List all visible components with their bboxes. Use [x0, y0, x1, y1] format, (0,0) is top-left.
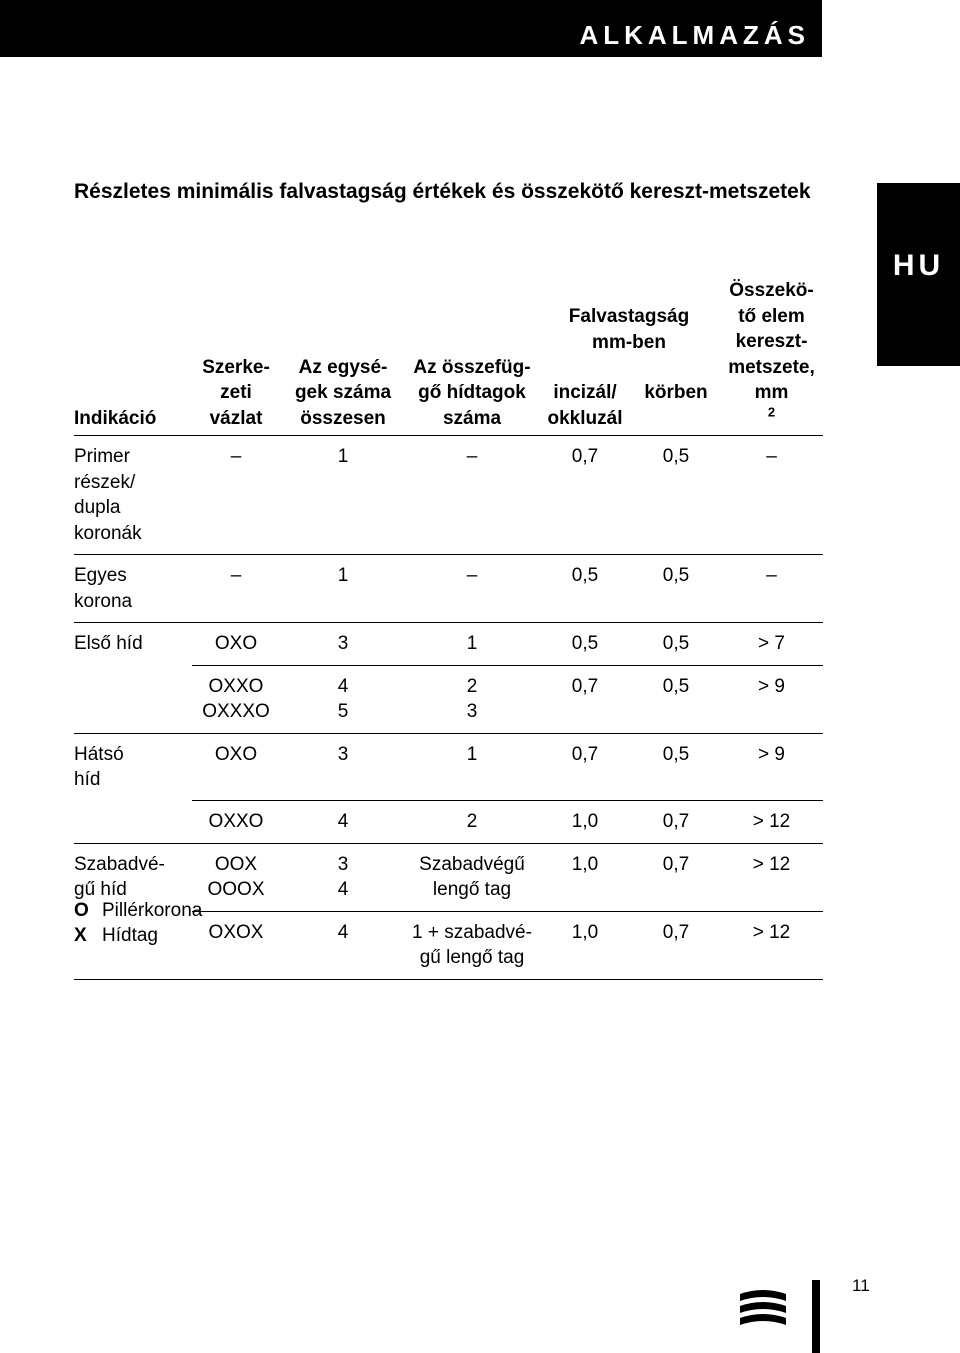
cell-pontics: 1 — [406, 733, 538, 801]
cell-sketch: OXXO — [192, 801, 280, 844]
cell-connector: > 9 — [720, 733, 823, 801]
cell-units: 4 — [280, 801, 406, 844]
legend-item — [74, 898, 202, 923]
header-wall-thickness — [538, 278, 720, 436]
cell-pontics: 1 — [406, 623, 538, 666]
cell-sketch: OXO — [192, 623, 280, 666]
cell-sketch: OOX OOOX — [192, 843, 280, 911]
header-indication: Indikáció — [74, 278, 192, 436]
cell-indication — [74, 665, 192, 733]
cell-circular: 0,5 — [632, 555, 720, 623]
header-circular: körben — [644, 382, 708, 403]
legend-label: Hídtag — [102, 925, 158, 946]
header-sketch: Szerke-zeti vázlat — [192, 278, 280, 436]
table-header-row — [74, 278, 823, 436]
cell-connector: > 12 — [720, 801, 823, 844]
table-row — [74, 555, 823, 623]
cell-units: 3 4 — [280, 843, 406, 911]
table-row — [74, 801, 823, 844]
header-incisal: incizál/ okkluzál — [547, 382, 623, 429]
cell-circular: 0,5 — [632, 623, 720, 666]
cell-units: 4 — [280, 911, 406, 979]
header-wall-group: Falvastagság mm-ben — [568, 306, 690, 353]
legend — [74, 898, 202, 948]
cell-sketch: – — [192, 555, 280, 623]
header-pontics: Az összefüg-gő hídtagok száma — [406, 278, 538, 436]
language-tab — [877, 183, 960, 366]
cell-incisal: 1,0 — [538, 801, 632, 844]
cell-connector: – — [720, 436, 823, 555]
cell-circular: 0,5 — [632, 436, 720, 555]
cell-connector: > 12 — [720, 911, 823, 979]
cell-indication: Szabadvé-gű híd — [74, 853, 165, 900]
cell-connector: > 12 — [720, 843, 823, 911]
cell-incisal: 0,5 — [538, 623, 632, 666]
cell-indication: Hátsó híd — [74, 743, 124, 790]
cell-circular: 0,5 — [632, 733, 720, 801]
legend-key: O — [74, 900, 89, 921]
footer-divider — [812, 1280, 820, 1353]
table-row — [74, 665, 823, 733]
cell-units: 4 5 — [280, 665, 406, 733]
language-tab-label: HU — [892, 249, 945, 282]
cell-incisal: 0,7 — [538, 733, 632, 801]
cell-connector: > 7 — [720, 623, 823, 666]
cell-incisal: 1,0 — [538, 843, 632, 911]
cell-pontics: – — [406, 436, 538, 555]
wall-thickness-table — [74, 278, 823, 980]
cell-incisal: 1,0 — [538, 911, 632, 979]
header-title: ALKALMAZÁS — [579, 20, 810, 50]
cell-sketch: – — [192, 436, 280, 555]
legend-label: Pillérkorona — [102, 900, 203, 921]
cell-incisal: 0,7 — [538, 436, 632, 555]
header-units: Az egysé-gek száma összesen — [280, 278, 406, 436]
cell-circular: 0,7 — [632, 801, 720, 844]
cell-connector: > 9 — [720, 665, 823, 733]
cell-indication — [74, 801, 192, 844]
cell-pontics: 1 + szabadvé-gű lengő tag — [406, 911, 538, 979]
cell-incisal: 0,7 — [538, 665, 632, 733]
cell-sketch: OXO — [192, 733, 280, 801]
cell-connector: – — [720, 555, 823, 623]
header-connector-sup: 2 — [767, 404, 776, 420]
cell-sketch: OXXO OXXXO — [192, 665, 280, 733]
table-row — [74, 733, 823, 801]
legend-item — [74, 923, 202, 948]
cell-pontics: 2 3 — [406, 665, 538, 733]
cell-indication: Első híd — [74, 633, 143, 654]
cell-pontics: – — [406, 555, 538, 623]
header-bar — [0, 0, 822, 57]
cell-pontics: 2 — [406, 801, 538, 844]
cell-circular: 0,7 — [632, 911, 720, 979]
cell-units: 1 — [280, 555, 406, 623]
header-connector: Összekö-tő elem kereszt-metszete, $mm^2$ — [720, 278, 823, 436]
brand-logo-icon — [738, 1284, 788, 1334]
cell-sketch: OXOX — [192, 911, 280, 979]
cell-units: 3 — [280, 733, 406, 801]
table-row — [74, 623, 823, 666]
cell-circular: 0,7 — [632, 843, 720, 911]
cell-indication: Primer részek/ dupla koronák — [74, 436, 192, 555]
cell-pontics: Szabadvégű lengő tag — [406, 843, 538, 911]
legend-key: X — [74, 925, 87, 946]
table-row — [74, 436, 823, 555]
cell-circular: 0,5 — [632, 665, 720, 733]
cell-units: 1 — [280, 436, 406, 555]
cell-incisal: 0,5 — [538, 555, 632, 623]
section-heading: Részletes minimális falvastagság értékek és összekötő kereszt-metszetek — [74, 180, 811, 203]
page-number: 11 — [852, 1276, 870, 1295]
cell-units: 3 — [280, 623, 406, 666]
cell-indication: Egyes korona — [74, 555, 192, 623]
